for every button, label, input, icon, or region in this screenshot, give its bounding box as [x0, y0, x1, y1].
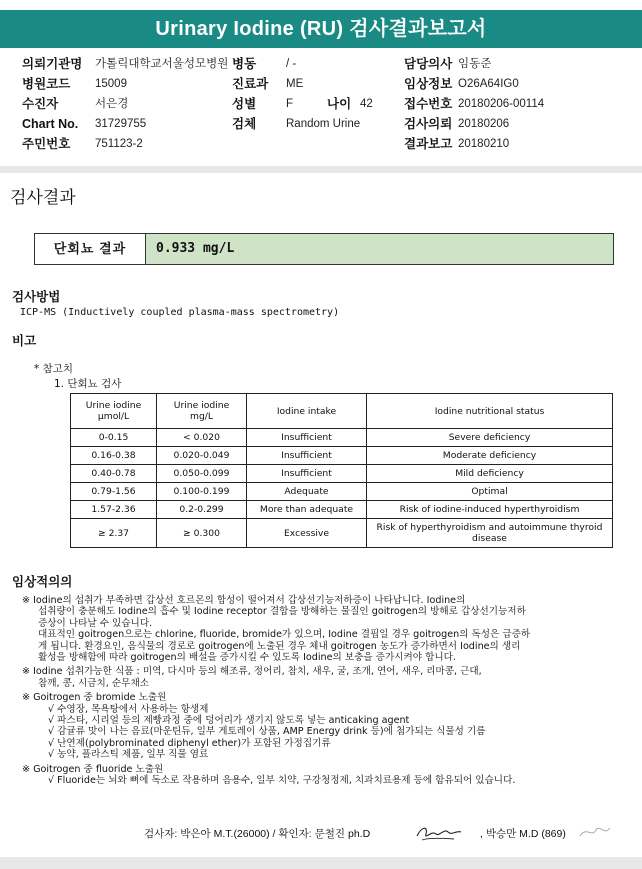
info-label: 성별: [232, 97, 257, 111]
table-cell: 0.100-0.199: [157, 483, 247, 501]
info-label: 접수번호: [404, 97, 453, 111]
result-label: 단회뇨 결과: [35, 234, 146, 264]
clinical-note-line: √ 농약, 플라스틱 제품, 일부 직물 염료: [48, 749, 209, 761]
info-value: 서은경: [95, 98, 129, 110]
clinical-note-line: 섭취량이 충분해도 Iodine의 흡수 및 Iodine receptor 결합을 방해하는 물질인 goitrogen의 방해로 갑상선기능저하: [38, 606, 526, 618]
info-label: 검체: [232, 117, 257, 131]
table-row: [71, 501, 613, 519]
info-value: 15009: [95, 78, 127, 90]
reference-sub-label: 1. 단회뇨 검사: [54, 378, 122, 390]
clinical-note-line: ※ Goitrogen 중 fluoride 노출원: [22, 763, 164, 775]
info-label: 의뢰기관명: [22, 57, 83, 71]
method-header: 검사방법: [12, 290, 61, 304]
reference-table: [70, 393, 613, 548]
table-cell: Adequate: [247, 483, 367, 501]
table-header-text: Urine iodine μmol/L: [85, 400, 142, 422]
clinical-header: 임상적의의: [12, 575, 73, 589]
clinical-note-line: 게 됩니다. 환경요인, 음식물의 경로로 goitrogen에 노출된 경우 체내 goitrogen 농도가 증가하면서 Iodine의 생리: [38, 640, 521, 652]
info-label: 나이: [327, 97, 352, 111]
clinical-note-line: 대표적인 goitrogen으로는 chlorine, fluoride, bromide가 있으며, Iodine 결핍일 경우 goitrogen의 독성은 급증하: [38, 629, 531, 641]
table-cell: Excessive: [247, 519, 367, 548]
clinical-note-line: 참깨, 콩, 시금치, 순무채소: [38, 677, 149, 689]
page-bottom-bar: [0, 857, 642, 869]
table-cell: Moderate deficiency: [367, 447, 613, 465]
table-cell: Insufficient: [247, 465, 367, 483]
table-cell: 0.2-0.299: [157, 501, 247, 519]
table-header-cell: [157, 394, 247, 429]
clinical-note-line: √ 파스타, 시리얼 등의 제빵과정 중에 덩어리가 생기지 않도록 넣는 anticaking agent: [48, 715, 410, 727]
info-value: 20180210: [458, 138, 510, 150]
table-cell: ≥ 2.37: [71, 519, 157, 548]
table-cell: Insufficient: [247, 447, 367, 465]
table-row: [71, 447, 613, 465]
reference-label: * 참고치: [34, 363, 74, 375]
table-cell: Optimal: [367, 483, 613, 501]
report-title: Urinary Iodine (RU) 검사결과보고서: [0, 10, 642, 48]
info-value: 20180206: [458, 118, 510, 130]
table-header-cell: Iodine nutritional status: [367, 394, 613, 429]
clinical-note-line: √ 감귤류 맛이 나는 음료(마운틴듀, 일부 게토레이 상품, AMP Energy drink 등)에 첨가되는 식물성 기름: [48, 726, 486, 738]
table-cell: Severe deficiency: [367, 429, 613, 447]
table-cell: Mild deficiency: [367, 465, 613, 483]
clinical-note-line: 증상이 나타날 수 있습니다.: [38, 617, 153, 629]
signature-text-verifier: 검사자: 박은아 M.T.(26000) / 확인자: 문철진 ph.D: [144, 828, 371, 840]
info-row: [0, 94, 642, 114]
handwritten-signature: [414, 822, 464, 844]
info-value: ME: [286, 78, 304, 90]
result-box: [34, 233, 614, 265]
remark-header: 비고: [12, 334, 37, 348]
info-label: 수진자: [22, 97, 59, 111]
clinical-note-line: √ Fluoride는 뇌와 뼈에 독소로 작용하며 음용수, 일부 치약, 구강청정제, 치과치료용제 등에 함유되어 있습니다.: [48, 775, 516, 787]
table-cell: More than adequate: [247, 501, 367, 519]
info-value: 751123-2: [95, 138, 143, 150]
section-divider: [0, 166, 642, 173]
table-cell: Risk of hyperthyroidism and autoimmune thyroid disease: [367, 519, 613, 548]
clinical-note-line: 활성을 방해함에 따라 goitrogen의 배설을 증가시킬 수 있도록 Iodine의 보충을 증가시켜야 합니다.: [38, 652, 456, 664]
clinical-note-line: ※ Iodine 섭취가능한 식품 : 미역, 다시마 등의 해조류, 정어리, 참치, 새우, 굴, 조개, 연어, 새우, 리마콩, 근대,: [22, 666, 482, 678]
table-row: [71, 429, 613, 447]
clinical-note-line: √ 난연제(polybrominated diphenyl ether)가 포함된 가정집기류: [48, 737, 331, 749]
info-value: Random Urine: [286, 118, 361, 130]
table-header-cell: [71, 394, 157, 429]
patient-info-block: [0, 52, 642, 164]
table-cell: 0.40-0.78: [71, 465, 157, 483]
table-cell: ≥ 0.300: [157, 519, 247, 548]
clinical-note-line: √ 수영장, 목욕탕에서 사용하는 항생제: [48, 703, 209, 715]
method-text: ICP-MS (Inductively coupled plasma-mass spectrometry): [20, 307, 340, 318]
table-row: [71, 465, 613, 483]
table-cell: 1.57-2.36: [71, 501, 157, 519]
info-value: 31729755: [95, 118, 147, 130]
table-cell: 0.16-0.38: [71, 447, 157, 465]
table-cell: 0.050-0.099: [157, 465, 247, 483]
info-value: 임동준: [458, 58, 492, 70]
info-label: Chart No.: [22, 117, 79, 131]
info-value: / -: [286, 58, 297, 70]
info-label: 임상정보: [404, 77, 453, 91]
handwritten-signature: [576, 820, 616, 842]
info-label: 진료과: [232, 77, 269, 91]
clinical-note-line: ※ Goitrogen 중 bromide 노출원: [22, 692, 167, 704]
table-cell: Risk of iodine-induced hyperthyroidism: [367, 501, 613, 519]
info-row: [0, 74, 642, 94]
info-value: 42: [360, 98, 373, 110]
table-header-cell: Iodine intake: [247, 394, 367, 429]
info-value: F: [286, 98, 294, 110]
signature-text-physician: , 박승만 M.D (869): [480, 828, 566, 840]
info-row: [0, 54, 642, 74]
clinical-notes: [22, 595, 622, 787]
table-header-text: Urine iodine mg/L: [173, 400, 230, 422]
table-cell: Insufficient: [247, 429, 367, 447]
table-row: [71, 519, 613, 548]
table-row: [71, 483, 613, 501]
table-cell: 0-0.15: [71, 429, 157, 447]
info-value: 20180206-00114: [458, 98, 545, 110]
info-label: 담당의사: [404, 57, 453, 71]
info-row: [0, 114, 642, 134]
info-value: O26A64IG0: [458, 78, 519, 90]
table-cell: < 0.020: [157, 429, 247, 447]
info-label: 주민번호: [22, 137, 71, 151]
info-value: 가톨릭대학교서울성모병원: [95, 58, 229, 70]
table-cell: 0.020-0.049: [157, 447, 247, 465]
table-cell: 0.79-1.56: [71, 483, 157, 501]
info-row: [0, 134, 642, 154]
info-label: 검사의뢰: [404, 117, 453, 131]
section-title: 검사결과: [10, 188, 76, 208]
table-header-row: [71, 394, 613, 429]
info-label: 결과보고: [404, 137, 453, 151]
info-label: 병원코드: [22, 77, 71, 91]
clinical-note-line: ※ Iodine의 섭취가 부족하면 갑상선 호르몬의 합성이 떨어져서 갑상선기능저하증이 나타납니다. Iodine의: [22, 595, 466, 606]
signature-row: [0, 822, 642, 842]
info-label: 병동: [232, 57, 257, 71]
result-value: 0.933 mg/L: [146, 234, 613, 264]
